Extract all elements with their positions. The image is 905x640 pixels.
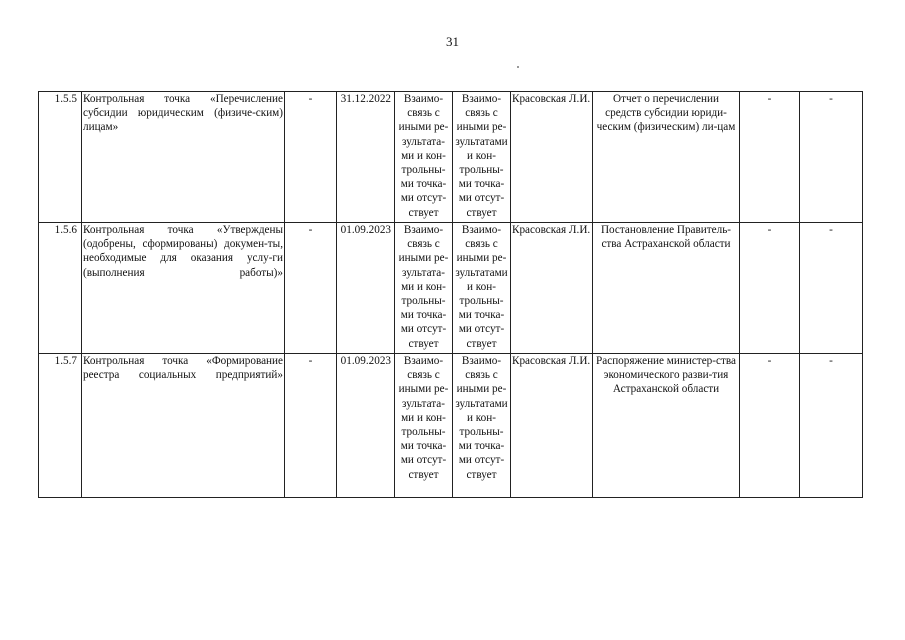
dash-cell: -: [740, 92, 800, 223]
table-row: [39, 354, 863, 498]
relation-successor: Взаимо-связь с иными ре-зультатами и кон-трольны-ми точка-ми отсут-ствует: [453, 354, 511, 498]
deadline-date: 31.12.2022: [337, 92, 395, 223]
row-number: 1.5.5: [39, 92, 82, 223]
dash-cell: -: [285, 354, 337, 498]
relation-predecessor: Взаимо-связь с иными ре-зультата-ми и кон-трольны-ми точка-ми отсут-ствует: [395, 92, 453, 223]
relation-predecessor: Взаимо-связь с иными ре-зультата-ми и кон-трольны-ми точка-ми отсут-ствует: [395, 354, 453, 498]
dash-cell: -: [800, 92, 863, 223]
relation-successor: Взаимо-связь с иными ре-зультатами и кон-трольны-ми точка-ми отсут-ствует: [453, 92, 511, 223]
dash-cell: -: [740, 354, 800, 498]
scan-dot: [517, 66, 519, 68]
page-number: 31: [446, 34, 459, 49]
responsible-person: Красовская Л.И.: [511, 223, 593, 354]
table-row: [39, 223, 863, 354]
dash-cell: -: [740, 223, 800, 354]
control-point-name: Контрольная точка «Формирование реестра социальных предприятий»: [82, 354, 285, 498]
row-number: 1.5.7: [39, 354, 82, 498]
row-number: 1.5.6: [39, 223, 82, 354]
dash-cell: -: [800, 223, 863, 354]
control-points-table: [38, 91, 863, 498]
confirming-document: Отчет о перечислении средств субсидии юриди-ческим (физическим) ли-цам: [593, 92, 740, 223]
responsible-person: Красовская Л.И.: [511, 92, 593, 223]
confirming-document: Постановление Правитель-ства Астраханской области: [593, 223, 740, 354]
control-point-name: Контрольная точка «Перечисление субсидии юридическим (физиче-ским) лицам»: [82, 92, 285, 223]
dash-cell: -: [285, 223, 337, 354]
dash-cell: -: [800, 354, 863, 498]
control-point-name: Контрольная точка «Утверждены (одобрены, сформированы) докумен-ты, необходимые для оказания услу-ги (выполнения работы)»: [82, 223, 285, 354]
relation-successor: Взаимо-связь с иными ре-зультатами и кон-трольны-ми точка-ми отсут-ствует: [453, 223, 511, 354]
table-row: [39, 92, 863, 223]
responsible-person: Красовская Л.И.: [511, 354, 593, 498]
deadline-date: 01.09.2023: [337, 223, 395, 354]
deadline-date: 01.09.2023: [337, 354, 395, 498]
dash-cell: -: [285, 92, 337, 223]
confirming-document: Распоряжение министер-ства экономического разви-тия Астраханской области: [593, 354, 740, 498]
relation-predecessor: Взаимо-связь с иными ре-зультата-ми и кон-трольны-ми точка-ми отсут-ствует: [395, 223, 453, 354]
